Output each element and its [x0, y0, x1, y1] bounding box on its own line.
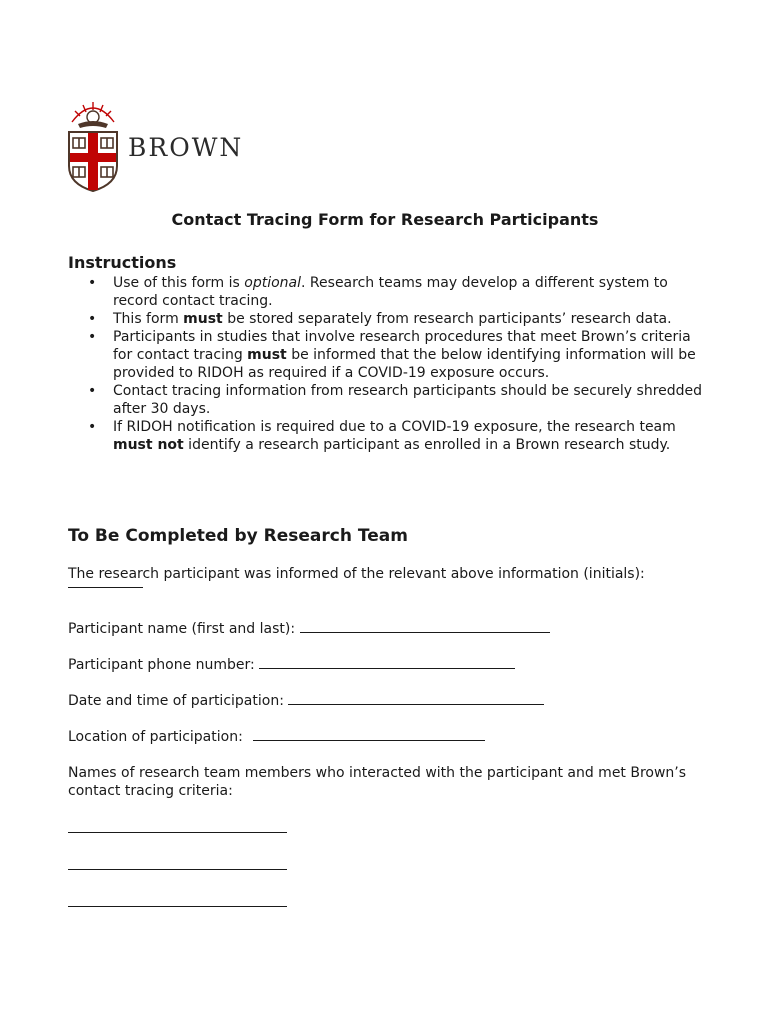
brown-shield-icon — [66, 100, 120, 192]
participation-datetime-label: Date and time of participation: — [68, 693, 284, 709]
list-item: • Use of this form is optional. Research teams may develop a different system to record contact tracing. — [68, 274, 708, 310]
participation-datetime-field[interactable] — [288, 691, 544, 705]
participant-name-field[interactable] — [300, 619, 550, 633]
team-members-label: Names of research team members who interacted with the participant and met Brown’s contact tracing criteria: — [68, 765, 687, 799]
logo-wordmark: BROWN — [128, 132, 244, 162]
participation-location-label: Location of participation: — [68, 729, 243, 745]
instructions-heading: Instructions — [68, 253, 177, 272]
form-title: Contact Tracing Form for Research Participants — [171, 210, 599, 229]
brown-logo — [66, 100, 243, 192]
participation-location-field[interactable] — [253, 727, 485, 741]
list-item: • Contact tracing information from research participants should be securely shredded after 30 days. — [68, 382, 708, 418]
participant-phone-row — [68, 655, 515, 674]
participant-name-label: Participant name (first and last): — [68, 621, 296, 637]
list-item: • If RIDOH notification is required due to a COVID-19 exposure, the research team must not identify a research participant as enrolled in a Brown research study. — [68, 418, 708, 454]
participant-phone-field[interactable] — [259, 655, 515, 669]
team-member-field-2[interactable] — [68, 869, 287, 870]
team-member-field-3[interactable] — [68, 906, 287, 907]
participation-location-row — [68, 727, 485, 746]
list-item: • Participants in studies that involve research procedures that meet Brown’s criteria for contact tracing must be informed that the below identifying information will be provided to RIDOH as required if a COVID-19 exposure occurs. — [68, 328, 708, 382]
list-item: • This form must be stored separately from research participants’ research data. — [68, 310, 708, 328]
initials-field[interactable] — [68, 587, 143, 588]
participation-datetime-row — [68, 691, 544, 710]
initials-label: The research participant was informed of the relevant above information (initials): — [68, 566, 645, 582]
participant-phone-label: Participant phone number: — [68, 657, 255, 673]
team-section-heading: To Be Completed by Research Team — [68, 526, 408, 546]
participant-name-row — [68, 619, 550, 638]
team-member-field-1[interactable] — [68, 832, 287, 833]
instructions-list — [68, 274, 708, 454]
